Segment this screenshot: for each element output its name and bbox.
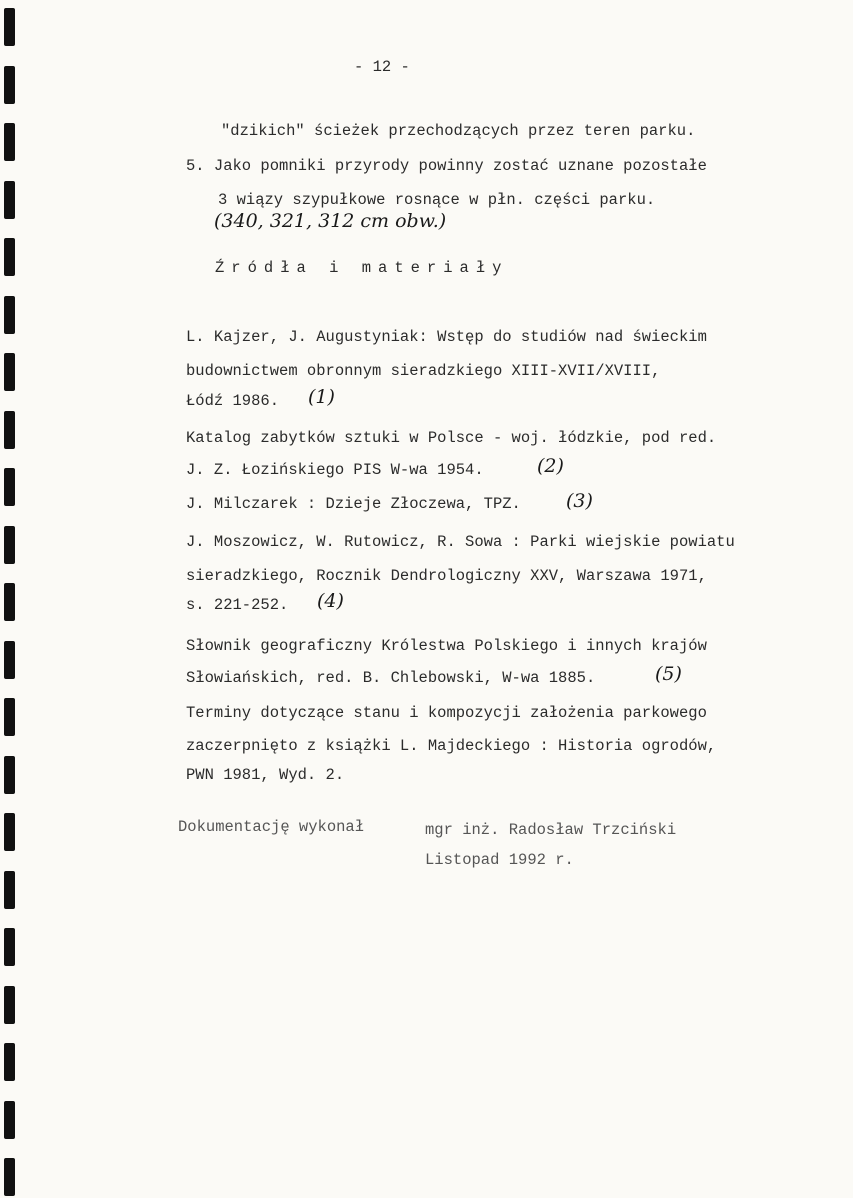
- signature-label: Dokumentację wykonał: [178, 818, 365, 836]
- margin-mark: [4, 1043, 15, 1081]
- margin-mark: [4, 698, 15, 736]
- margin-mark: [4, 928, 15, 966]
- margin-mark: [4, 813, 15, 851]
- margin-mark: [4, 411, 15, 449]
- reference-line: J. Milczarek : Dzieje Złoczewa, TPZ.: [186, 495, 521, 513]
- reference-line: J. Z. Łozińskiego PIS W-wa 1954.: [186, 461, 484, 479]
- reference-line: Terminy dotyczące stanu i kompozycji założenia parkowego: [186, 704, 707, 722]
- reference-line: zaczerpnięto z książki L. Majdeckiego : Historia ogrodów,: [186, 737, 717, 755]
- reference-line: PWN 1981, Wyd. 2.: [186, 766, 345, 784]
- margin-mark: [4, 353, 15, 391]
- handwritten-ref: (4): [317, 590, 344, 612]
- margin-mark: [4, 583, 15, 621]
- margin-mark: [4, 468, 15, 506]
- margin-mark: [4, 181, 15, 219]
- margin-mark: [4, 238, 15, 276]
- list-item-5-continued: 3 wiązy szypułkowe rosnące w płn. części parku.: [218, 191, 656, 209]
- reference-line: sieradzkiego, Rocznik Dendrologiczny XXV, Warszawa 1971,: [186, 567, 707, 585]
- margin-mark: [4, 871, 15, 909]
- handwritten-ref: (2): [537, 455, 564, 477]
- reference-line: s. 221-252.: [186, 596, 289, 614]
- signature-date: Listopad 1992 r.: [425, 851, 574, 869]
- margin-mark: [4, 756, 15, 794]
- reference-line: Łódź 1986.: [186, 392, 280, 410]
- reference-line: Katalog zabytków sztuki w Polsce - woj. łódzkie, pod red.: [186, 429, 717, 447]
- margin-mark: [4, 123, 15, 161]
- margin-mark: [4, 1101, 15, 1139]
- reference-line: budownictwem obronnym sieradzkiego XIII-XVII/XVIII,: [186, 362, 661, 380]
- margin-mark: [4, 66, 15, 104]
- margin-mark: [4, 986, 15, 1024]
- handwritten-ref: (1): [308, 386, 335, 408]
- list-item-5: 5. Jako pomniki przyrody powinny zostać uznane pozostałe: [186, 157, 707, 175]
- reference-line: Słownik geograficzny Królestwa Polskiego i innych krajów: [186, 637, 707, 655]
- margin-mark: [4, 8, 15, 46]
- margin-mark: [4, 641, 15, 679]
- reference-line: L. Kajzer, J. Augustyniak: Wstęp do studiów nad świeckim: [186, 328, 707, 346]
- signature-author: mgr inż. Radosław Trzciński: [425, 821, 677, 839]
- margin-mark: [4, 296, 15, 334]
- page-number: - 12 -: [354, 58, 410, 76]
- body-line: "dzikich" ścieżek przechodzących przez teren parku.: [221, 122, 696, 140]
- margin-mark: [4, 526, 15, 564]
- reference-line: J. Moszowicz, W. Rutowicz, R. Sowa : Parki wiejskie powiatu: [186, 533, 735, 551]
- handwritten-ref: (3): [566, 490, 593, 512]
- reference-line: Słowiańskich, red. B. Chlebowski, W-wa 1885.: [186, 669, 596, 687]
- handwritten-ref: (5): [655, 663, 682, 685]
- handwritten-annotation: (340, 321, 312 cm obw.): [214, 210, 447, 232]
- margin-mark: [4, 1158, 15, 1196]
- section-heading: Źródła i materiały: [215, 259, 509, 277]
